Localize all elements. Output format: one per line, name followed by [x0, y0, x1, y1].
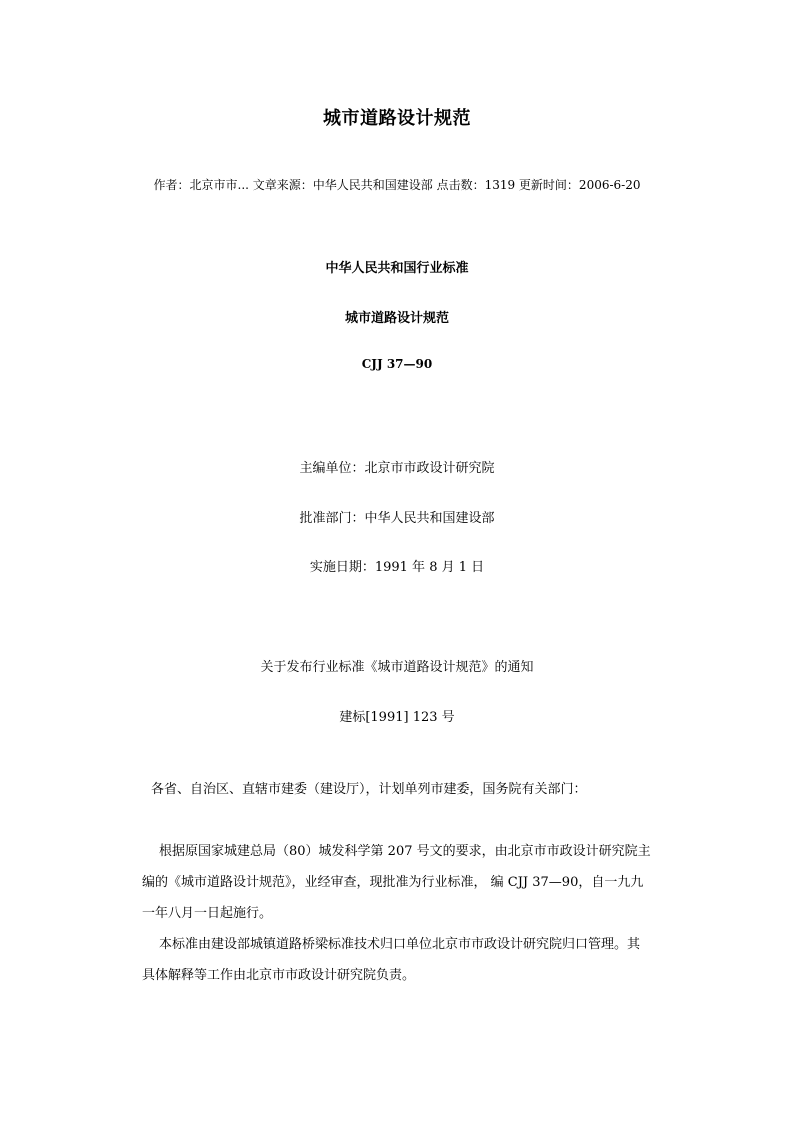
standard-name: 城市道路设计规范 [344, 311, 449, 326]
article-meta: 作者：北京市市... 文章来源：中华人民共和国建设部 点击数：1319 更新时间：2006-6-20 [153, 178, 641, 192]
paragraph-2-line: 具体解释等工作由北京市市政设计研究院负责。 [142, 968, 416, 983]
notice-title: 关于发布行业标准《城市道路设计规范》的通知 [260, 660, 534, 675]
paragraph-1-line: 编的《城市道路设计规范》，业经审查，现批准为行业标准， 编 CJJ 37—90，自一九九 [142, 875, 644, 890]
page-title: 城市道路设计规范 [323, 108, 471, 129]
paragraph-2-line: 本标准由建设部城镇道路桥梁标准技术归口单位北京市市政设计研究院归口管理。其 [159, 937, 641, 952]
paragraph-1 [142, 836, 662, 929]
standard-org: 中华人民共和国行业标准 [325, 261, 469, 276]
paragraph-1-line: 一年八月一日起施行。 [142, 906, 273, 921]
paragraph-2 [142, 929, 662, 991]
paragraph-1-line: 根据原国家城建总局（80）城发科学第 207 号文的要求，由北京市市政设计研究院主 [159, 844, 651, 859]
standard-code: CJJ 37—90 [361, 357, 433, 371]
effective-date: 实施日期：1991 年 8 月 1 日 [309, 560, 485, 575]
approval-department: 批准部门：中华人民共和国建设部 [299, 511, 495, 526]
editor-unit: 主编单位：北京市市政设计研究院 [299, 461, 495, 476]
salutation: 各省、自治区、直辖市建委（建设厅），计划单列市建委，国务院有关部门： [151, 782, 587, 797]
notice-number: 建标[1991] 123 号 [339, 710, 455, 725]
